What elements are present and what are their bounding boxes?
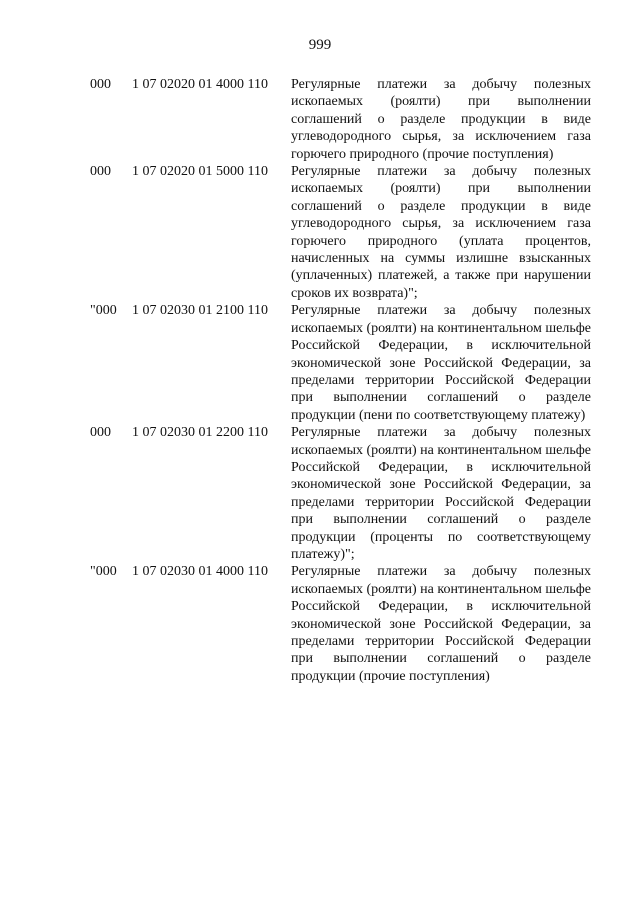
income-description: Регулярные платежи за добычу полезных ископаемых (роялти) на континентальном шельфе Российской Федерации, в исключительной экономической зоне Российской Федерации, за пределами территории Российской Федерации при выполнении соглашений о разделе продукции (прочие поступления) [291,564,591,684]
budget-code-entry [0,76,640,163]
budget-classification-code: 1 07 02030 01 2100 110 [132,303,268,319]
administrator-code: 000 [90,77,111,92]
budget-classification-code: 1 07 02020 01 4000 110 [132,77,268,92]
page-number: 999 [308,37,332,53]
budget-classification-code: 1 07 02030 01 4000 110 [132,564,268,580]
administrator-code: 000 [90,425,111,441]
budget-code-entry [0,302,640,424]
income-description: Регулярные платежи за добычу полезных ископаемых (роялти) при выполнении соглашений о разделе продукции в виде углеводородного сырья, за исключением газа горючего природного (уплата процентов, начисленных на суммы излишне взысканных (уплаченных) платежей, а также при нарушении сроков их возврата)"; [291,164,591,301]
budget-code-entry [0,424,640,563]
income-description: Регулярные платежи за добычу полезных ископаемых (роялти) при выполнении соглашений о разделе продукции в виде углеводородного сырья, за исключением газа горючего природного (прочие поступления) [291,77,591,162]
income-description: Регулярные платежи за добычу полезных ископаемых (роялти) на континентальном шельфе Российской Федерации, в исключительной экономической зоне Российской Федерации, за пределами территории Российской Федерации при выполнении соглашений о разделе продукции (пени по соответствующему платежу) [291,303,591,423]
budget-classification-code: 1 07 02020 01 5000 110 [132,164,268,180]
budget-code-entry [0,163,640,302]
administrator-code: "000 [90,564,117,580]
budget-code-entry [0,563,640,685]
budget-classification-code: 1 07 02030 01 2200 110 [132,425,268,441]
administrator-code: "000 [90,303,117,319]
income-description: Регулярные платежи за добычу полезных ископаемых (роялти) на континентальном шельфе Российской Федерации, в исключительной экономической зоне Российской Федерации, за пределами территории Российской Федерации при выполнении соглашений о разделе продукции (проценты по соответствующему платежу)"; [291,425,591,562]
administrator-code: 000 [90,164,111,180]
budget-code-list [0,76,640,685]
